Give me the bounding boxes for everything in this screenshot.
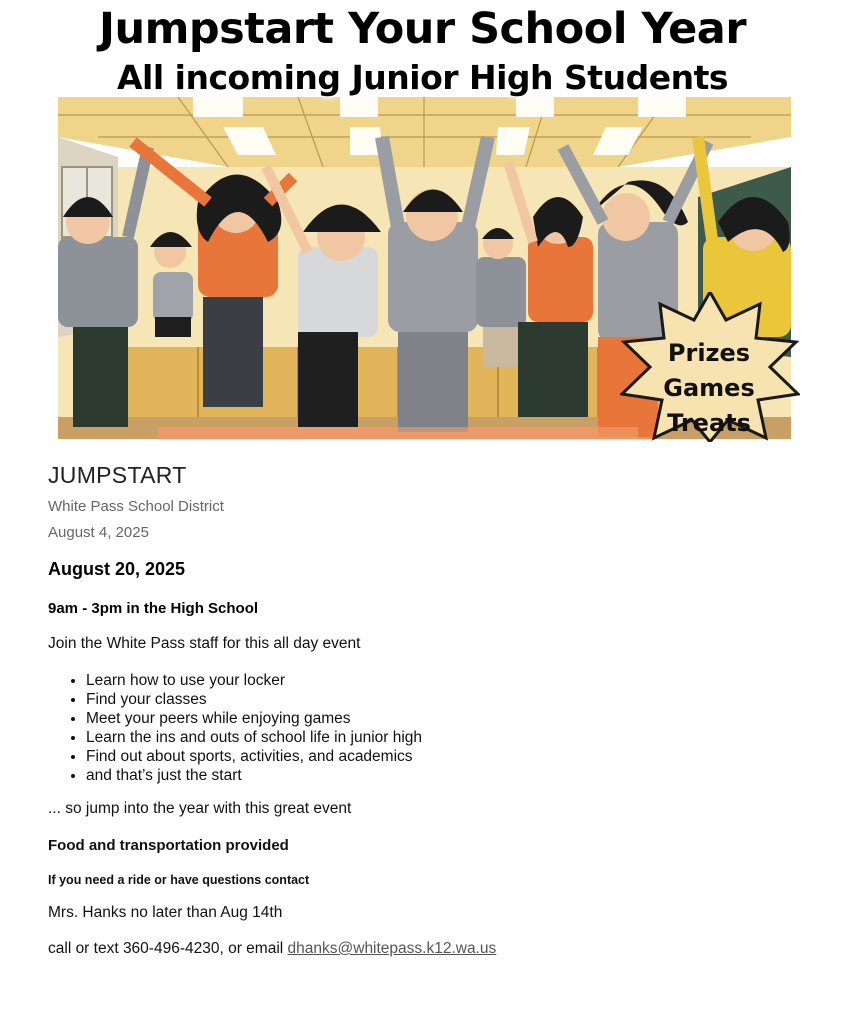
closing-text: ... so jump into the year with this great event bbox=[48, 800, 352, 817]
list-item: • and that’s just the start bbox=[86, 766, 808, 785]
post-title: JUMPSTART bbox=[48, 462, 187, 488]
badge-text bbox=[620, 336, 798, 441]
list-item: • Learn the ins and outs of school life in junior high bbox=[86, 728, 808, 747]
ride-contact-note: If you need a ride or have questions contact bbox=[48, 873, 310, 887]
banner-title: Jumpstart Your School Year bbox=[98, 4, 747, 54]
list-item: • Find out about sports, activities, and academics bbox=[86, 747, 808, 766]
list-item: • Meet your peers while enjoying games bbox=[86, 709, 808, 728]
post-content bbox=[48, 462, 808, 958]
contact-person: Mrs. Hanks no later than Aug 14th bbox=[48, 904, 283, 921]
event-activities-list bbox=[48, 671, 808, 785]
event-date: August 20, 2025 bbox=[48, 559, 186, 579]
food-transport-note: Food and transportation provided bbox=[48, 837, 289, 854]
badge-line-games: Games bbox=[663, 374, 755, 402]
event-intro: Join the White Pass staff for this all day event bbox=[48, 635, 361, 652]
post-date: August 4, 2025 bbox=[48, 524, 149, 541]
email-link[interactable]: dhanks@whitepass.k12.wa.us bbox=[287, 940, 497, 957]
post-organization: White Pass School District bbox=[48, 498, 224, 515]
badge-line-treats: Treats bbox=[667, 409, 751, 437]
banner-subtitle: All incoming Junior High Students bbox=[117, 58, 728, 97]
badge-line-prizes: Prizes bbox=[667, 339, 751, 367]
event-time: 9am - 3pm in the High School bbox=[48, 600, 259, 617]
phone-text: call or text 360-496-4230, or email bbox=[48, 940, 288, 957]
list-item: • Learn how to use your locker bbox=[86, 671, 808, 690]
list-item: • Find your classes bbox=[86, 690, 808, 709]
event-banner bbox=[0, 0, 845, 440]
contact-line bbox=[48, 940, 808, 958]
